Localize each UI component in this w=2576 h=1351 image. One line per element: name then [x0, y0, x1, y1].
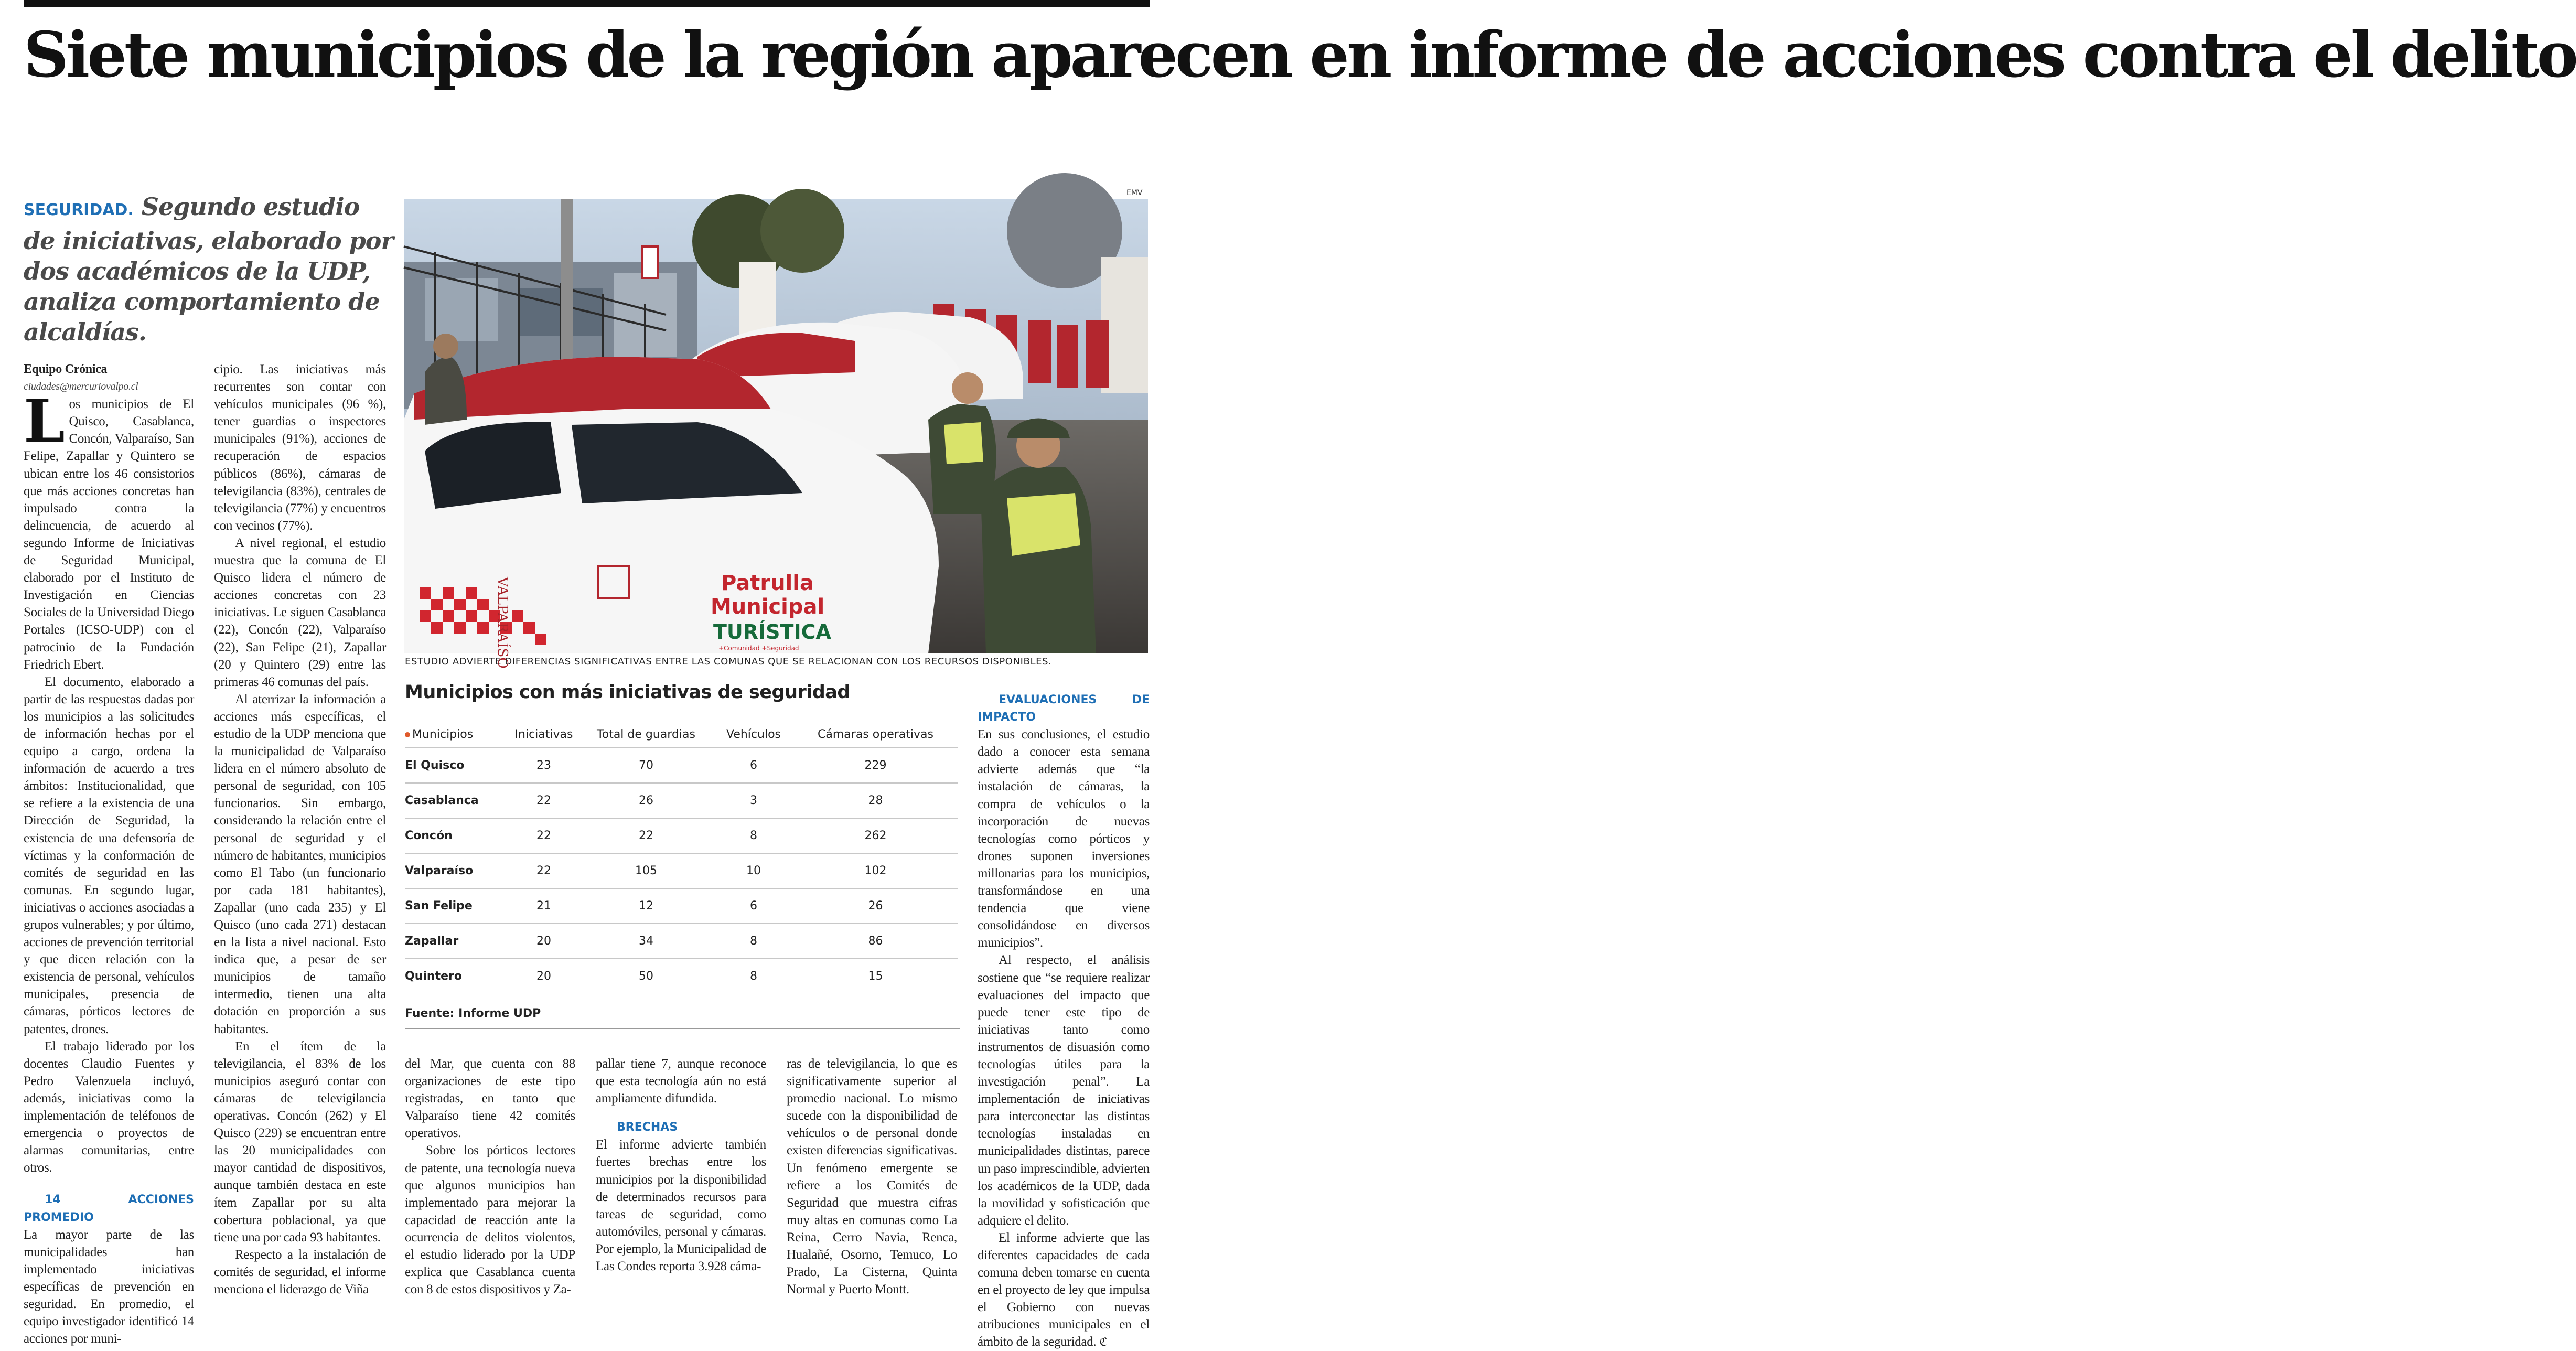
table-source: Fuente: Informe UDP [405, 1007, 541, 1020]
cell-municipio: San Felipe [405, 888, 510, 924]
article-column-4 [596, 1055, 766, 1275]
paragraph: Al respecto, el análisis sostiene que “se requiere realizar evaluaciones del impacto que puede tener este tipo de iniciativas tanto como instrumentos de disuasión como tecnologías útiles para la investigación penal”. La implementación de iniciativas para interconectar las distintas tecnologías instaladas en municipalidades distintas, parece un paso imprescindible, advierten los académicos de la UDP, dada la movilidad y sofisticación que adquiere el delito. [978, 953, 1150, 1228]
cell-guardias: 50 [578, 959, 714, 993]
cell-iniciativas: 20 [510, 924, 578, 959]
subhead-evaluaciones: EVALUACIONES DE IMPACTO [978, 693, 1150, 724]
cell-camaras: 15 [793, 959, 958, 993]
paragraph: ras de televigilancia, lo que es significativamente superior al promedio nacional. Lo mismo sucede con la disponibilidad de vehículos o de personal donde existen diferencias significativas. Un fenómeno emergente se refiere a los Comités de Seguridad que muestra cifras muy altas en comunas como La Reina, Cerro Navia, Renca, Hualañé, Osorno, Temuco, Lo Prado, La Cisterna, Quinta Normal y Puerto Montt. [787, 1057, 957, 1297]
cell-guardias: 26 [578, 783, 714, 818]
header-guardias: Total de guardias [597, 727, 695, 741]
cell-guardias: 70 [578, 748, 714, 783]
car-text-patrulla: Patrulla [721, 571, 814, 595]
infographic-table [405, 682, 961, 983]
cell-vehiculos: 3 [714, 783, 793, 818]
article-column-2 [214, 361, 386, 1298]
cell-municipio: Zapallar [405, 924, 510, 959]
deck [24, 191, 396, 347]
cell-camaras: 86 [793, 924, 958, 959]
cell-vehiculos: 8 [714, 924, 793, 959]
table-row [405, 888, 958, 924]
table-row [405, 748, 958, 783]
byline: Equipo Crónica [24, 362, 108, 376]
table-row [405, 783, 958, 818]
car-text-municipal: Municipal [711, 595, 825, 619]
cell-camaras: 229 [793, 748, 958, 783]
paragraph: Al aterrizar la información a acciones más específicas, el estudio de la UDP menciona que la municipalidad de Valparaíso lidera en el número absoluto de personal de seguridad, con 105 funcionarios. Sin embargo, considerando la relación entre el personal de seguridad y el número de habitantes, municipios como El Tabo (un funcionario por cada 181 habitantes), Zapallar (uno cada 235) y El Quisco (uno cada 271) destacan en la lista a nivel nacional. Esto indica que, a pesar de ser municipios de tamaño intermedio, tienen una alta dotación en proporción a sus habitantes. [214, 692, 386, 1036]
cell-municipio: Valparaíso [405, 853, 510, 888]
cell-vehiculos: 8 [714, 959, 793, 993]
paragraph: Respecto a la instalación de comités de seguridad, el informe menciona el liderazgo de Viña [214, 1247, 386, 1296]
table-title: Municipios con más iniciativas de seguridad [405, 682, 850, 703]
paragraph: En sus conclusiones, el estudio dado a conocer esta semana advierte además que “la instalación de cámaras, la compra de vehículos o la incorporación de nuevas tecnologías como pórticos y drones suponen inversiones millonarias para los municipios, transformándose en una tendencia que viene consolidándose en diversos municipios”. [978, 727, 1150, 950]
bullet-icon [405, 732, 410, 737]
lead-text: os municipios de El Quisco, Casablanca, Concón, Valparaíso, San Felipe, Zapallar y Quintero se ubican entre los 46 consistorios que más acciones concretas han impulsado contra la delincuencia, de acuerdo al segundo Informe de Iniciativas de Seguridad Municipal, elaborado por el Instituto de Investigación en Ciencias Sociales de la Universidad Diego Portales (ICSO-UDP) con el patrocinio de la Fundación Friedrich Ebert. [24, 397, 194, 672]
article-column-1 [24, 361, 194, 1347]
photo-caption: ESTUDIO ADVIERTE DIFERENCIAS SIGNIFICATIVAS ENTRE LAS COMUNAS QUE SE RELACIONAN CON LOS RECURSOS DISPONIBLES. [405, 656, 1052, 667]
table-row [405, 959, 958, 993]
cell-municipio: Quintero [405, 959, 510, 993]
table-header-row [405, 721, 958, 748]
cell-vehiculos: 10 [714, 853, 793, 888]
cell-camaras: 262 [793, 818, 958, 853]
drop-cap: L [24, 387, 65, 456]
cell-iniciativas: 21 [510, 888, 578, 924]
paragraph: El informe advierte que las diferentes capacidades de cada comuna deben tomarse en cuenta en el proyecto de ley que impulsa el Gobierno con nuevas atribuciones municipales en el ámbito de la seguridad. ℭ [978, 1230, 1150, 1349]
cell-guardias: 12 [578, 888, 714, 924]
paragraph: El documento, elaborado a partir de las respuestas dadas por los municipios a las solicitudes de información hechas por el equipo a cargo, ordena la información de acuerdo a tres ámbitos: Institucionalidad, que se refiere a la existencia de una Dirección de Seguridad, la existencia de una defensoría de víctimas y la conformación de comités de seguridad en las comunas. En segundo lugar, iniciativas o acciones asociadas a grupos vulnerables; y por último, acciones de prevención territorial y que dicen relación con la existencia de personal, vehículos municipales, presencia de cámaras, pórticos lectores de patentes, drones. [24, 674, 194, 1036]
cell-iniciativas: 23 [510, 748, 578, 783]
cell-guardias: 34 [578, 924, 714, 959]
paragraph: Sobre los pórticos lectores de patente, una tecnología nueva que algunos municipios han implementado para mejorar la capacidad de reacción ante la ocurrencia de delitos violentos, el estudio liderado por la UDP explica que Casablanca cuenta con 8 de estos dispositivos y Za- [405, 1143, 575, 1297]
cell-camaras: 28 [793, 783, 958, 818]
cell-guardias: 22 [578, 818, 714, 853]
header-municipios: Municipios [405, 721, 510, 748]
cell-iniciativas: 22 [510, 783, 578, 818]
end-mark-icon: ℭ [1099, 1335, 1108, 1349]
cell-vehiculos: 6 [714, 888, 793, 924]
byline-email: ciudades@mercuriovalpo.cl [24, 381, 138, 393]
table-row [405, 853, 958, 888]
cell-municipio: El Quisco [405, 748, 510, 783]
car-logo-text: VALPARAÍSO [495, 577, 510, 669]
cell-guardias: 105 [578, 853, 714, 888]
top-rule [24, 0, 1150, 7]
cell-iniciativas: 20 [510, 959, 578, 993]
kicker: SEGURIDAD. [24, 201, 134, 219]
cell-camaras: 102 [793, 853, 958, 888]
car-text-slogan: +Comunidad +Seguridad [718, 645, 799, 652]
headline: Siete municipios de la región aparecen en informe de acciones contra el delito [24, 18, 2576, 92]
subhead-brechas: BRECHAS [617, 1121, 678, 1134]
paragraph: cipio. Las iniciativas más recurrentes son contar con vehículos municipales (96 %), tener guardias o inspectores municipales (91%), acciones de recuperación de espacios públicos (86%), cámaras de televigilancia (83%), centrales de televigilancia (77%) y encuentros con vecinos (77%). [214, 362, 386, 533]
cell-iniciativas: 22 [510, 818, 578, 853]
subhead-acciones: 14 ACCIONES PROMEDIO [24, 1193, 194, 1224]
article-column-6 [978, 691, 1150, 1351]
paragraph: pallar tiene 7, aunque reconoce que esta tecnología aún no está ampliamente difundida. [596, 1057, 766, 1106]
cell-municipio: Concón [405, 818, 510, 853]
car-text-turistica: TURÍSTICA [713, 620, 831, 644]
paragraph: A nivel regional, el estudio muestra que la comuna de El Quisco lidera el número de acciones concretas con 23 iniciativas. Le siguen Casablanca (22), Concón (22), Valparaíso (22), San Felipe (21), Zapallar (20 y Quintero (29) entre las primeras 46 comunas del país. [214, 535, 386, 689]
article-column-3 [405, 1055, 575, 1298]
cell-vehiculos: 8 [714, 818, 793, 853]
header-vehiculos: Vehículos [726, 727, 781, 741]
paragraph: El trabajo liderado por los docentes Claudio Fuentes y Pedro Valenzuela incluyó, además, iniciativas como la implementación de teléfonos de emergencia o proyectos de alarmas comunitarias, entre otros. [24, 1039, 194, 1175]
paragraph: La mayor parte de las municipalidades han implementado iniciativas específicas de prevención en seguridad. En promedio, el equipo investigador identificó 14 acciones por muni- [24, 1227, 194, 1346]
cell-vehiculos: 6 [714, 748, 793, 783]
header-iniciativas: Iniciativas [514, 727, 573, 741]
cell-municipio: Casablanca [405, 783, 510, 818]
table-row [405, 924, 958, 959]
article-column-5 [787, 1055, 957, 1298]
data-table [405, 721, 958, 993]
paragraph: del Mar, que cuenta con 88 organizaciones de este tipo registradas, en tanto que Valparaíso tiene 42 comités operativos. [405, 1057, 575, 1141]
table-row [405, 818, 958, 853]
table-bottom-rule [405, 1028, 960, 1029]
header-camaras: Cámaras operativas [818, 727, 933, 741]
photo-credit: EMV [1126, 189, 1143, 197]
cell-camaras: 26 [793, 888, 958, 924]
deck-text: Segundo estudio de iniciativas, elaborado por dos académicos de la UDP, analiza comportamiento de alcaldías. [24, 192, 393, 346]
paragraph: El informe advierte también fuertes brechas entre los municipios por la disponibilidad de determinados recursos para tareas de seguridad, como automóviles, personal y cámaras. Por ejemplo, la Municipalidad de Las Condes reporta 3.928 cáma- [596, 1138, 766, 1274]
cell-iniciativas: 22 [510, 853, 578, 888]
paragraph: En el ítem de la televigilancia, el 83% de los municipios aseguró contar con cámaras de televigilancia operativas. Concón (262) y El Quisco (229) se encuentran entre las 20 municipalidades con mayor cantidad de dispositivos, aunque también destaca en este ítem Zapallar por su alta cobertura poblacional, ya que tiene una por cada 93 habitantes. [214, 1039, 386, 1245]
